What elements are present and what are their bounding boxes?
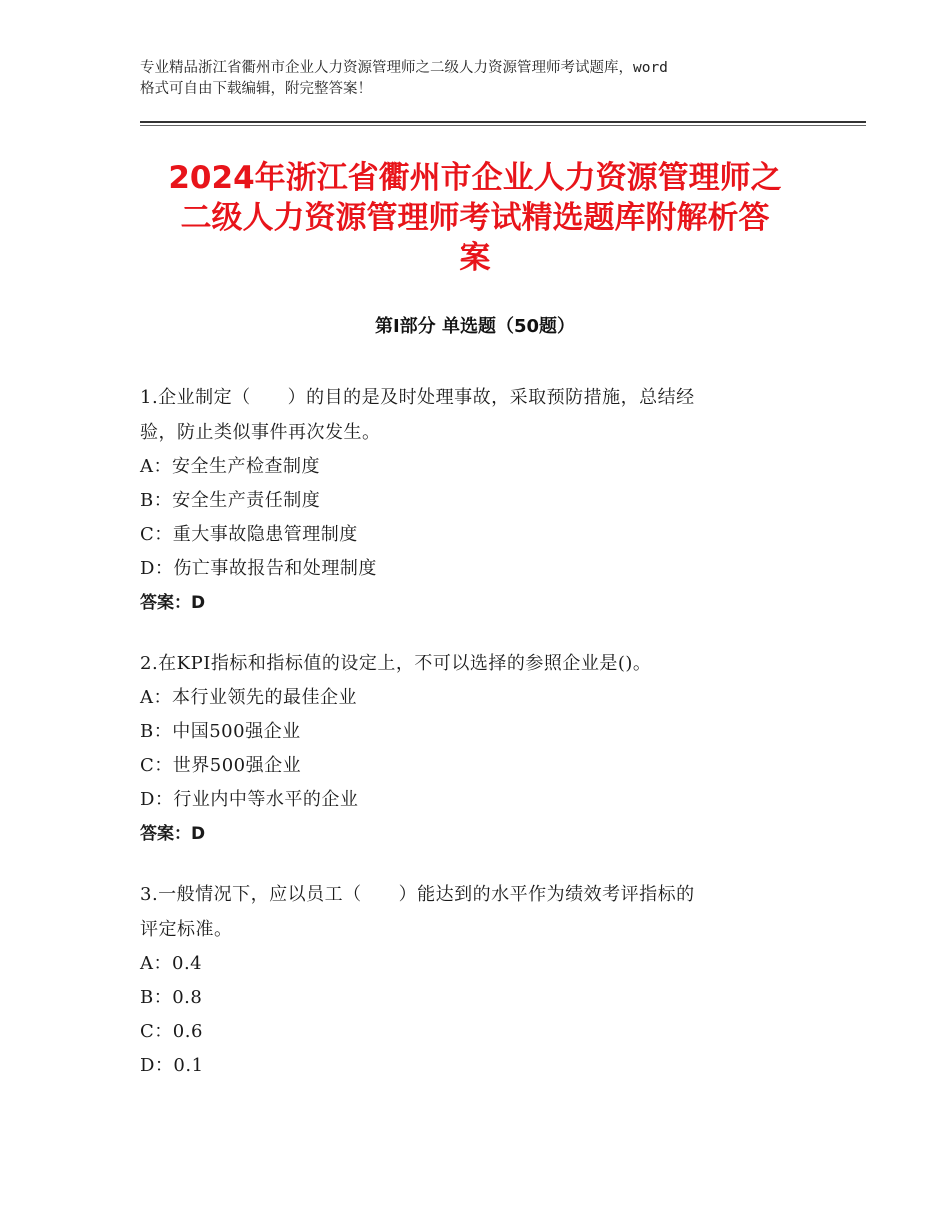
header-divider-thin (140, 125, 866, 126)
option-b: B：安全生产责任制度 (140, 490, 321, 511)
option-a: A：安全生产检查制度 (140, 456, 320, 477)
question-stem: 1.企业制定（ ）的目的是及时处理事故，采取预防措施，总结经 (140, 387, 695, 408)
option-d: D：行业内中等水平的企业 (140, 789, 359, 810)
option-a: A：0.4 (140, 953, 203, 974)
header-note (140, 58, 840, 100)
answer-label: 答案：D (140, 593, 206, 613)
question-3 (140, 877, 810, 1083)
option-a: A：本行业领先的最佳企业 (140, 687, 357, 708)
title-line: 2024年浙江省衢州市企业人力资源管理师之 (168, 160, 782, 196)
option-c: C：重大事故隐患管理制度 (140, 524, 358, 545)
title-line: 二级人力资源管理师考试精选题库附解析答 (180, 200, 770, 236)
option-d: D：0.1 (140, 1055, 204, 1076)
header-note-line: 格式可自由下载编辑，附完整答案！ (140, 81, 372, 97)
option-c: C：世界500强企业 (140, 755, 302, 776)
question-1 (140, 380, 810, 620)
question-stem: 3.一般情况下，应以员工（ ）能达到的水平作为绩效考评指标的 (140, 884, 695, 905)
option-c: C：0.6 (140, 1021, 203, 1042)
header-divider (140, 121, 866, 123)
section-heading: 第Ⅰ部分 单选题（50题） (374, 316, 575, 337)
answer-label: 答案：D (140, 824, 206, 844)
header-note-line: 专业精品浙江省衢州市企业人力资源管理师之二级人力资源管理师考试题库，word (140, 60, 668, 76)
option-d: D：伤亡事故报告和处理制度 (140, 558, 377, 579)
option-b: B：0.8 (140, 987, 203, 1008)
question-2 (140, 646, 810, 851)
document-title (110, 158, 840, 278)
title-line: 案 (459, 240, 491, 276)
option-b: B：中国500强企业 (140, 721, 301, 742)
question-stem: 验，防止类似事件再次发生。 (140, 422, 381, 443)
question-stem: 评定标准。 (140, 919, 233, 940)
question-list (140, 380, 810, 1109)
question-stem: 2.在KPI指标和指标值的设定上，不可以选择的参照企业是()。 (140, 653, 652, 674)
